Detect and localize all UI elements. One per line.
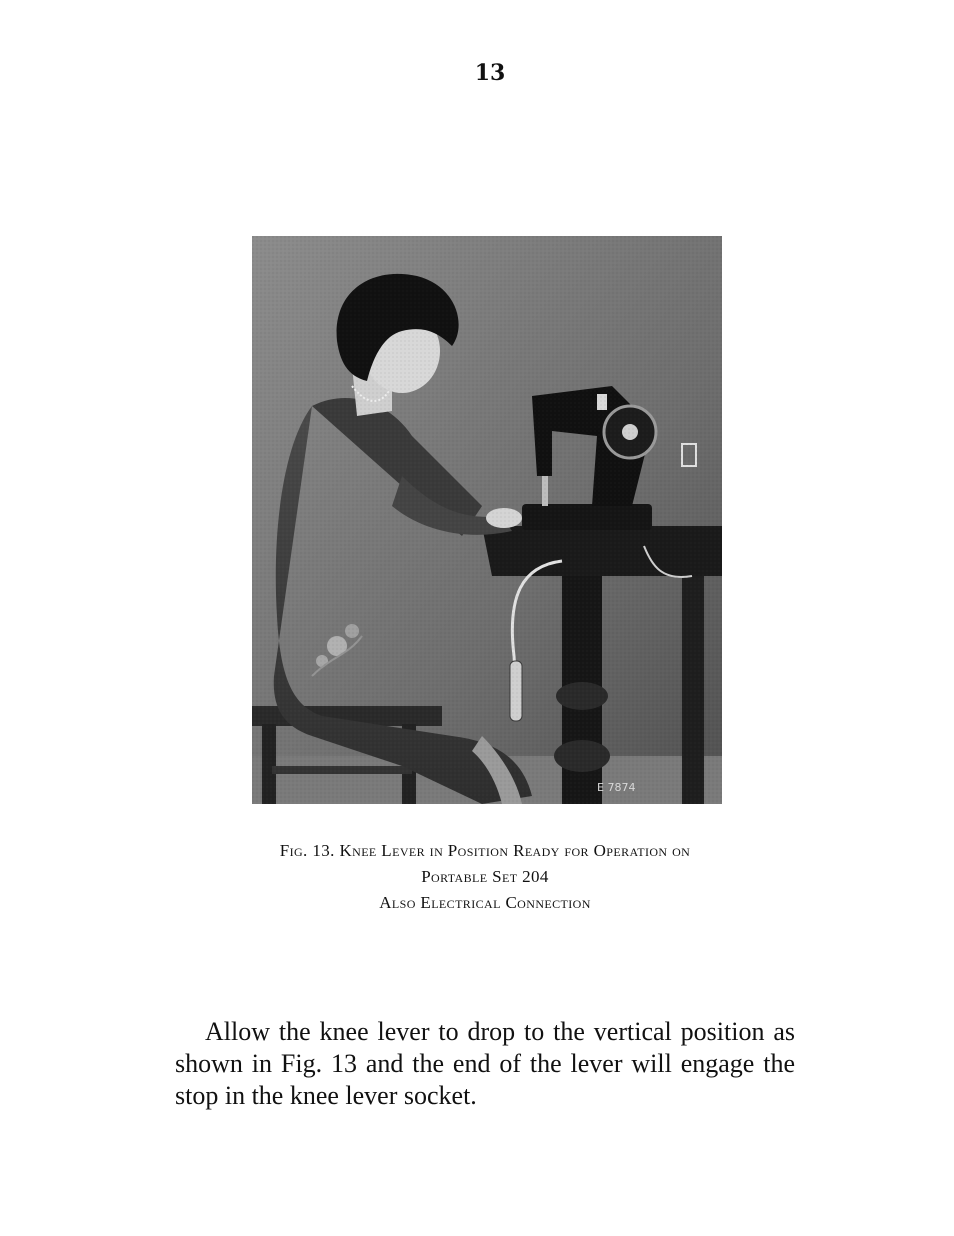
caption-line-3: Also Electrical Connection [379, 893, 591, 912]
body-paragraph: Allow the knee lever to drop to the vertical position as shown in Fig. 13 and the end of the lever will engage the stop in the knee lever socket. [175, 1017, 795, 1110]
caption-line-1: Fig. 13. Knee Lever in Position Ready for Operation on [279, 841, 691, 860]
caption-line-2: Portable Set 204 [421, 867, 549, 886]
page-number: 13 [474, 60, 506, 86]
photo-grain [252, 236, 722, 804]
plate-mark: E 7874 [597, 781, 636, 794]
figure-photo [252, 236, 722, 804]
figure-caption [150, 838, 820, 916]
sewing-photo-illustration [252, 236, 722, 804]
